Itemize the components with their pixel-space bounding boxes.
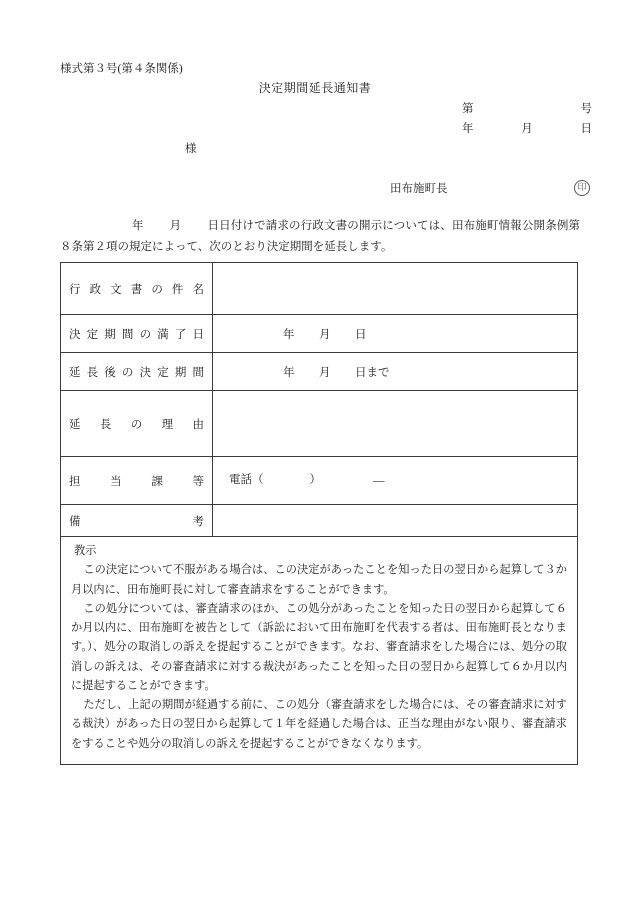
instructions-paragraph-2: この処分については、審査請求のほか、この処分があったことを知った日の翌日から起算して６か月以内に、田布施町を被告として（訴訟において田布施町を代表する者は、田布施町長となります。）、処分の取消しの訴えを提起することができます。なお、審査請求をした場合には、処分の取消しの訴えは、その審査請求に対する裁決があったことを知った日の翌日から起算して６か月以内に提起することができます。 <box>71 602 567 692</box>
intro-year-label: 年 <box>132 220 144 232</box>
table-row-remarks <box>61 505 578 537</box>
seal-icon: 印 <box>574 180 590 196</box>
instructions-paragraph-1: この決定について不服がある場合は、この決定があったことを知った日の翌日から起算して３か月以内に、田布施町長に対して審査請求をすることができます。 <box>71 564 567 596</box>
number-prefix-label: 第 <box>462 103 474 115</box>
telephone-field <box>221 471 569 491</box>
expiry-day-label: 日 <box>355 328 367 341</box>
row-label-document-title: 行政文書の件名 <box>61 263 213 315</box>
issue-date-month-label: 月 <box>521 123 533 135</box>
expiry-year-label: 年 <box>283 328 295 341</box>
row-value-extended-period[interactable] <box>213 353 578 391</box>
number-suffix-label: 号 <box>580 103 592 115</box>
row-label-extended-period: 延長後の決定期間 <box>61 353 213 391</box>
issuer-row <box>390 180 590 196</box>
instructions-heading: 教示 <box>74 545 97 557</box>
expiry-month-label: 月 <box>319 328 331 341</box>
form-number: 様式第３号(第４条関係) <box>60 63 183 75</box>
row-label-responsible-section: 担当課等 <box>61 457 213 505</box>
extension-form-table <box>60 262 578 537</box>
table-row-expiry-date <box>61 315 578 353</box>
instructions-paragraph-3: ただし、上記の期間が経過する前に、この処分（審査請求をした場合には、その審査請求に対する裁決）があった日の翌日から起算して１年を経過した場合は、正当な理由がない限り、審査請求をすることや処分の取消しの訴えを提起することができなくなります。 <box>71 699 567 750</box>
table-row-document-title <box>61 263 578 315</box>
row-label-remarks: 備考 <box>61 505 213 537</box>
intro-month-label: 月 <box>169 220 182 232</box>
extended-year-label: 年 <box>283 366 295 379</box>
table-row-extended-period <box>61 353 578 391</box>
addressee-honorific: 様 <box>185 143 197 155</box>
table-row-responsible-section <box>61 457 578 505</box>
row-label-expiry-date: 決定期間の満了日 <box>61 315 213 353</box>
extended-day-label: 日まで <box>355 366 390 379</box>
expiry-date-fields <box>221 326 569 342</box>
row-label-extension-reason: 延長の理由 <box>61 391 213 457</box>
row-value-document-title[interactable] <box>213 263 578 315</box>
issue-date-year-label: 年 <box>462 123 474 135</box>
intro-paragraph <box>60 216 580 259</box>
intro-day-label: 日 <box>207 220 220 232</box>
row-value-extension-reason[interactable] <box>213 391 578 457</box>
issue-date-day-label: 日 <box>580 123 592 135</box>
issuer-name: 田布施町長 <box>390 183 448 195</box>
table-row-extension-reason <box>61 391 578 457</box>
row-value-remarks[interactable] <box>213 505 578 537</box>
telephone-suffix-label: ） <box>309 473 321 486</box>
extended-month-label: 月 <box>319 366 331 379</box>
document-title: 決定期間延長通知書 <box>258 81 372 95</box>
row-value-expiry-date[interactable] <box>213 315 578 353</box>
intro-text: 日付けで請求の行政文書の開示については、田布施町情報公開条例第８条第２項の規定によって、次のとおり決定期間を延長します。 <box>60 220 580 254</box>
issue-date-line <box>462 120 592 136</box>
instructions-box <box>60 536 578 765</box>
telephone-prefix-label: 電話（ <box>229 473 264 486</box>
extended-date-fields <box>221 364 569 380</box>
row-value-responsible-section[interactable] <box>213 457 578 505</box>
telephone-dash: ― <box>373 474 385 487</box>
document-number-line <box>462 100 592 116</box>
